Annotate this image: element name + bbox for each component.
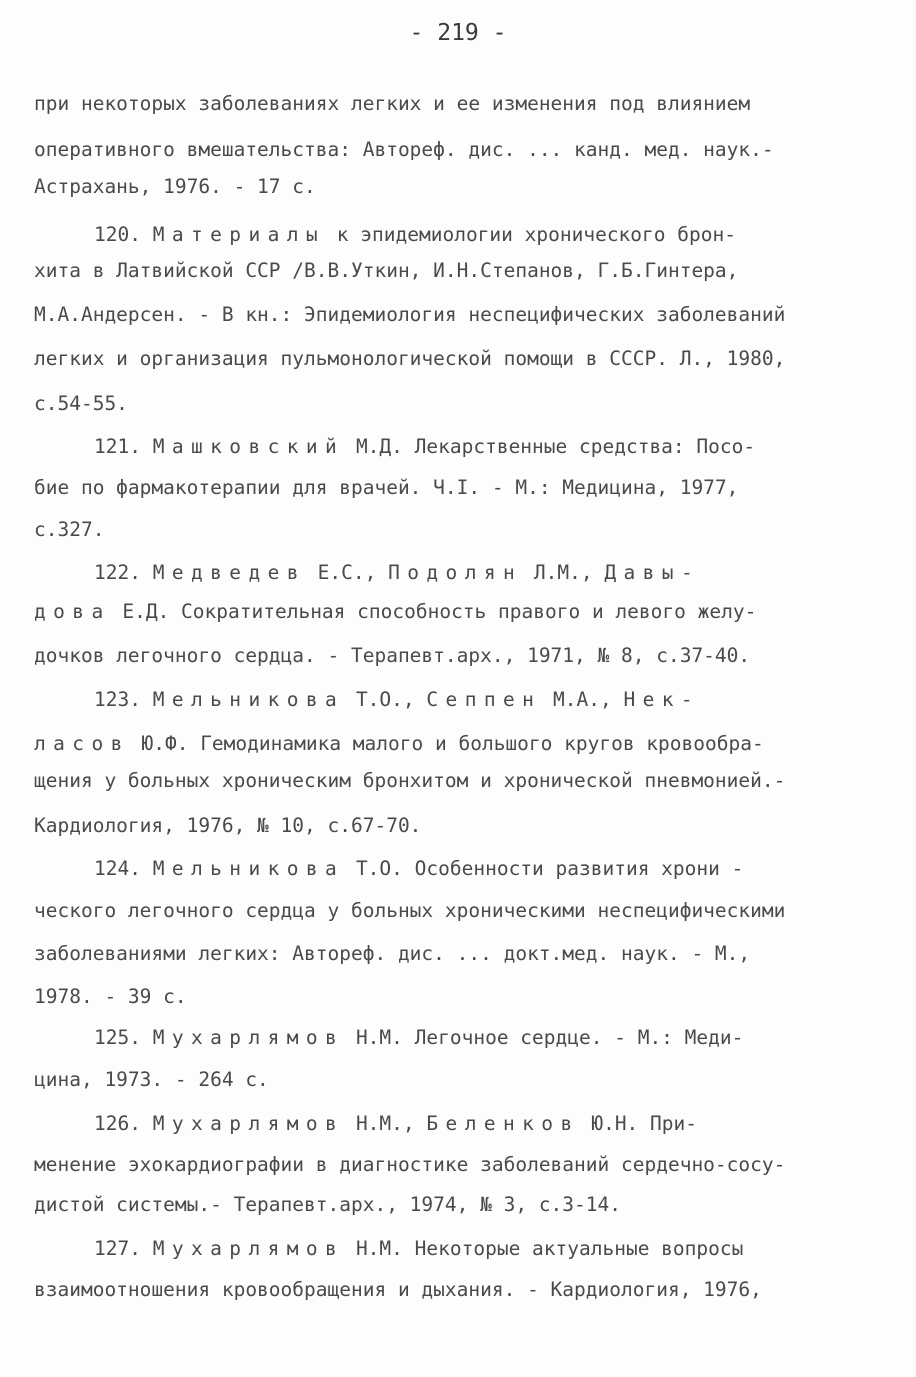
text-line: М.А.Андерсен. - В кн.: Эпидемиология неспецифических заболеваний [34,303,786,326]
text-line: менение эхокардиографии в диагностике заболеваний сердечно-сосу- [34,1153,786,1176]
text-line: цина, 1973. - 264 с. [34,1068,269,1091]
text-line: с.327. [34,518,105,541]
text-line: оперативного вмешательства: Автореф. дис. ... канд. мед. наук.- [34,138,774,161]
text-line: с.54-55. [34,392,128,415]
reference-entry-125: 125. Мухарлямов Н.М. Легочное сердце. - М.: Меди- [94,1026,744,1049]
reference-entry-120: 120. Материалы к эпидемиологии хронического брон- [94,223,736,246]
text-line: щения у больных хроническим бронхитом и хронической пневмонией.- [34,769,786,792]
reference-author: ласов [34,732,130,755]
text-line: дова Е.Д. Сократительная способность правого и левого желу- [34,600,757,623]
reference-author: Материалы [152,223,326,246]
reference-author: Подолян [388,561,523,584]
reference-entry-123: 123. Мельникова Т.О., Сеппен М.А., Нек- [94,688,701,711]
text-line: Кардиология, 1976, № 10, с.67-70. [34,814,422,837]
text-line: Астрахань, 1976. - 17 с. [34,175,316,198]
reference-entry-124: 124. Мельникова Т.О. Особенности развития хрони - [94,857,744,880]
reference-entry-121: 121. Машковский М.Д. Лекарственные средства: Посо- [94,435,756,458]
reference-author: Медведев [152,561,306,584]
reference-author: Мухарлямов [152,1112,345,1135]
reference-author: Сеппен [426,688,542,711]
reference-author: Беленков [426,1112,580,1135]
reference-author: дова [34,600,111,623]
text-line: бие по фармакотерапии для врачей. Ч.I. - М.: Медицина, 1977, [34,476,739,499]
reference-author: Давы- [604,561,701,584]
text-line: хита в Латвийской ССР /В.В.Уткин, И.Н.Степанов, Г.Б.Гинтера, [34,259,739,282]
page-number: - 219 - [409,20,507,46]
text-line: при некоторых заболеваниях легких и ее изменения под влиянием [34,92,751,115]
text-line: дочков легочного сердца. - Терапевт.арх., 1971, № 8, с.37-40. [34,644,751,667]
text-line: ческого легочного сердца у больных хроническими неспецифическими [34,899,786,922]
reference-author: Нек- [623,688,701,711]
text-line: дистой системы.- Терапевт.арх., 1974, № 3, с.3-14. [34,1193,621,1216]
reference-entry-127: 127. Мухарлямов Н.М. Некоторые актуальные вопросы [94,1237,744,1260]
text-line: ласов Ю.Ф. Гемодинамика малого и большого кругов кровообра- [34,732,764,755]
text-line: легких и организация пульмонологической помощи в СССР. Л., 1980, [34,347,786,370]
reference-author: Мельникова [152,688,345,711]
text-line: взаимоотношения кровообращения и дыхания. - Кардиология, 1976, [34,1278,762,1301]
text-line: 1978. - 39 с. [34,985,187,1008]
text-line: заболеваниями легких: Автореф. дис. ... докт.мед. наук. - М., [34,942,751,965]
reference-entry-122: 122. Медведев Е.С., Подолян Л.М., Давы- [94,561,701,584]
reference-author: Машковский [152,435,345,458]
reference-entry-126: 126. Мухарлямов Н.М., Беленков Ю.Н. При- [94,1112,697,1135]
reference-author: Мухарлямов [152,1026,345,1049]
reference-author: Мухарлямов [152,1237,345,1260]
reference-author: Мельникова [152,857,345,880]
